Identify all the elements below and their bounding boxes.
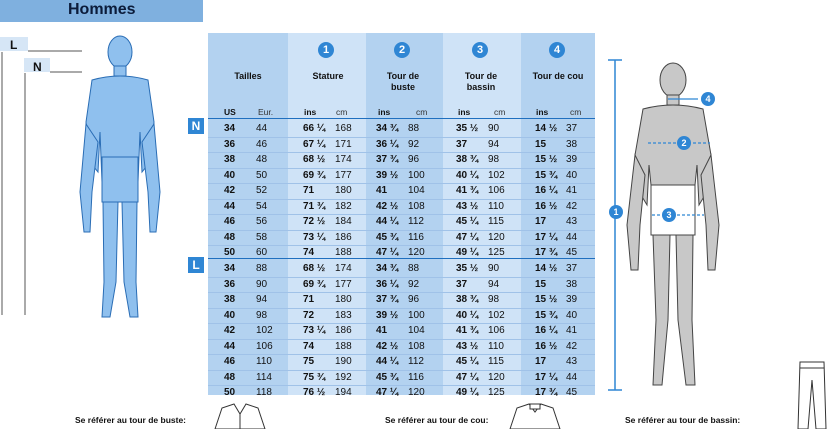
table-cell: 38: [566, 138, 578, 150]
table-cell: 72 ½: [303, 216, 326, 227]
jacket-icon: [210, 402, 270, 429]
table-cell: 112: [408, 356, 424, 367]
table-cell: 74: [303, 340, 315, 352]
table-cell: 75 ¾: [303, 371, 326, 383]
table-cell: 39 ½: [376, 169, 399, 181]
table-cell: 15: [535, 138, 547, 150]
table-cell: 177: [335, 169, 352, 181]
table-cell: 44 ¼: [376, 216, 399, 227]
table-cell: 45: [566, 387, 578, 398]
table-cell: 36: [224, 138, 236, 150]
table-cell: 16 ¼: [535, 325, 558, 336]
table-cell: 17 ¼: [535, 231, 558, 243]
table-row: [208, 370, 595, 386]
table-cell: 108: [408, 200, 425, 212]
table-cell: 114: [256, 371, 272, 383]
table-cell: 16 ¼: [535, 185, 558, 196]
table-cell: 56: [256, 216, 268, 227]
table-cell: 184: [335, 216, 352, 227]
sub-cou-ins: ins: [536, 107, 549, 117]
table-cell: 120: [488, 231, 505, 243]
hdr-tailles: Tailles: [234, 71, 262, 81]
table-cell: 104: [408, 325, 425, 336]
table-cell: 36: [224, 278, 236, 290]
table-cell: 96: [408, 154, 420, 165]
table-cell: 41: [566, 325, 578, 336]
hdr-buste-2: buste: [390, 82, 415, 92]
table-cell: 37: [456, 138, 468, 150]
table-cell: 100: [408, 309, 425, 321]
table-cell: 90: [488, 263, 500, 274]
hdr-bassin-1: Tour de: [464, 71, 498, 81]
table-cell: 52: [256, 185, 268, 196]
table-cell: 16 ½: [535, 200, 558, 212]
table-cell: 66 ¼: [303, 123, 326, 134]
table-cell: 36 ¼: [376, 278, 399, 290]
sub-stature-ins: ins: [304, 107, 317, 117]
table-cell: 48: [224, 231, 236, 243]
table-cell: 94: [488, 138, 500, 150]
table-cell: 40: [224, 169, 236, 181]
table-cell: 37: [456, 278, 468, 290]
table-cell: 38 ¾: [456, 154, 479, 165]
table-cell: 17: [535, 356, 547, 367]
table-cell: 73 ¼: [303, 325, 326, 336]
table-cell: 37: [566, 123, 578, 134]
table-cell: 186: [335, 325, 352, 336]
table-cell: 38 ¾: [456, 294, 479, 305]
table-cell: 38: [566, 278, 578, 290]
table-cell: 45 ¾: [376, 231, 399, 243]
table-row: [208, 168, 595, 184]
table-cell: 16 ½: [535, 340, 558, 352]
table-cell: 15: [535, 278, 547, 290]
table-cell: 38: [224, 294, 236, 305]
table-cell: 190: [335, 356, 352, 367]
table-cell: 98: [488, 294, 500, 305]
table-cell: 96: [408, 294, 420, 305]
table-cell: 115: [488, 216, 504, 227]
table-cell: 100: [408, 169, 425, 181]
table-cell: 15 ½: [535, 294, 558, 305]
measure-lines: [600, 55, 730, 400]
table-cell: 183: [335, 309, 352, 321]
sub-us: US: [224, 107, 236, 117]
table-cell: 43 ½: [456, 340, 479, 352]
table-cell: 71: [303, 294, 315, 305]
fit-l-label: L: [10, 38, 18, 52]
sub-bassin-cm: cm: [494, 107, 506, 117]
table-cell: 41 ¾: [456, 185, 479, 196]
table-cell: 188: [335, 340, 352, 352]
table-cell: 44: [566, 231, 578, 243]
badge-hip: 3: [662, 208, 676, 222]
table-cell: 118: [256, 387, 272, 398]
table-cell: 38: [224, 154, 236, 165]
trousers-icon: [792, 360, 832, 429]
table-cell: 40: [224, 309, 236, 321]
table-row: [208, 354, 595, 370]
table-cell: 106: [488, 185, 505, 196]
table-cell: 102: [488, 169, 505, 181]
table-cell: 180: [335, 185, 352, 196]
table-row: [208, 137, 595, 153]
table-cell: 46: [224, 216, 236, 227]
table-cell: 98: [256, 309, 268, 321]
table-cell: 44: [566, 371, 578, 383]
table-row: [208, 292, 595, 308]
hdr-bassin-2: bassin: [466, 82, 496, 92]
table-cell: 44: [224, 340, 236, 352]
table-cell: 102: [256, 325, 273, 336]
table-cell: 42 ½: [376, 200, 399, 212]
table-cell: 125: [488, 247, 505, 258]
table-cell: 112: [408, 216, 424, 227]
table-cell: 43: [566, 216, 578, 227]
table-cell: 108: [408, 340, 425, 352]
table-cell: 15 ¾: [535, 309, 558, 321]
table-cell: 180: [335, 294, 352, 305]
table-cell: 90: [256, 278, 268, 290]
table-row: [208, 277, 595, 293]
table-cell: 44: [224, 200, 236, 212]
table-cell: 182: [335, 200, 352, 212]
table-cell: 42: [566, 200, 578, 212]
table-cell: 67 ¼: [303, 138, 326, 150]
sub-cou-cm: cm: [570, 107, 582, 117]
table-cell: 34 ¾: [376, 123, 399, 134]
footnote-buste: Se référer au tour de buste:: [75, 415, 187, 425]
table-cell: 42 ½: [376, 340, 399, 352]
table-cell: 194: [335, 387, 352, 398]
table-row: [208, 308, 595, 324]
hdr-cou: Tour de cou: [532, 71, 584, 81]
table-cell: 76 ½: [303, 387, 326, 398]
table-cell: 106: [488, 325, 505, 336]
table-cell: 40 ¼: [456, 169, 479, 181]
table-cell: 186: [335, 231, 352, 243]
table-cell: 43: [566, 356, 578, 367]
table-cell: 69 ¾: [303, 169, 326, 181]
table-cell: 37 ¾: [376, 294, 399, 305]
table-cell: 42: [224, 325, 236, 336]
sub-bassin-ins: ins: [458, 107, 471, 117]
table-row: [208, 385, 595, 401]
table-cell: 116: [408, 231, 424, 243]
table-cell: 44 ¼: [376, 356, 399, 367]
hdr-badge-3: 3: [472, 42, 488, 58]
table-cell: 17 ¾: [535, 247, 558, 258]
page-title: Hommes: [68, 1, 136, 18]
table-cell: 34: [224, 123, 236, 134]
table-cell: 174: [335, 154, 352, 165]
table-cell: 39: [566, 294, 578, 305]
table-cell: 50: [224, 247, 236, 258]
table-cell: 69 ¾: [303, 278, 326, 290]
table-row: [208, 323, 595, 339]
group-tag-n: N: [188, 118, 204, 134]
table-cell: 49 ¼: [456, 387, 479, 398]
hdr-buste-1: Tour de: [386, 71, 420, 81]
table-cell: 46: [224, 356, 236, 367]
table-cell: 35 ½: [456, 263, 479, 274]
badge-chest: 2: [677, 136, 691, 150]
table-cell: 15 ½: [535, 154, 558, 165]
table-cell: 17 ¼: [535, 371, 558, 383]
table-cell: 94: [488, 278, 500, 290]
table-cell: 106: [256, 340, 273, 352]
table-cell: 72: [303, 309, 315, 321]
table-cell: 92: [408, 138, 420, 150]
table-cell: 47 ¼: [456, 231, 479, 243]
table-cell: 116: [408, 371, 424, 383]
hdr-badge-2: 2: [394, 42, 410, 58]
table-cell: 39: [566, 154, 578, 165]
table-row: [208, 261, 595, 277]
sub-stature-cm: cm: [336, 107, 348, 117]
table-cell: 41: [566, 185, 578, 196]
table-cell: 102: [488, 309, 505, 321]
table-cell: 75: [303, 356, 315, 367]
table-cell: 45 ¼: [456, 216, 479, 227]
table-cell: 41: [376, 185, 388, 196]
table-cell: 120: [408, 387, 425, 398]
table-row: [208, 152, 595, 168]
table-cell: 34 ¾: [376, 263, 399, 274]
table-cell: 43 ½: [456, 200, 479, 212]
table-cell: 192: [335, 371, 352, 383]
table-cell: 14 ½: [535, 123, 558, 134]
table-cell: 120: [408, 247, 425, 258]
table-cell: 40: [566, 169, 578, 181]
table-cell: 35 ½: [456, 123, 479, 134]
table-cell: 74: [303, 247, 315, 258]
table-cell: 115: [488, 356, 504, 367]
sub-eur: Eur.: [258, 107, 274, 117]
table-cell: 17: [535, 216, 547, 227]
table-cell: 37 ¾: [376, 154, 399, 165]
table-cell: 45 ¼: [456, 356, 479, 367]
table-cell: 73 ¼: [303, 231, 326, 243]
table-cell: 188: [335, 247, 352, 258]
hdr-stature: Stature: [312, 71, 344, 81]
table-cell: 14 ½: [535, 263, 558, 274]
sub-buste-ins: ins: [378, 107, 391, 117]
table-cell: 15 ¾: [535, 169, 558, 181]
table-cell: 54: [256, 200, 268, 212]
table-cell: 110: [256, 356, 272, 367]
group-divider: [208, 118, 595, 119]
table-cell: 104: [408, 185, 425, 196]
table-cell: 46: [256, 138, 268, 150]
table-cell: 48: [256, 154, 268, 165]
table-cell: 44: [256, 123, 268, 134]
table-cell: 71: [303, 185, 315, 196]
size-table: [208, 33, 595, 398]
footnote-bassin: Se référer au tour de bassin:: [625, 415, 741, 425]
table-cell: 68 ½: [303, 263, 326, 274]
group-divider: [208, 258, 595, 259]
table-cell: 42: [224, 185, 236, 196]
table-cell: 48: [224, 371, 236, 383]
table-cell: 92: [408, 278, 420, 290]
table-row: [208, 199, 595, 215]
table-cell: 34: [224, 263, 236, 274]
table-cell: 41 ¾: [456, 325, 479, 336]
table-cell: 40: [566, 309, 578, 321]
table-cell: 49 ¼: [456, 247, 479, 258]
table-cell: 98: [488, 154, 500, 165]
table-cell: 42: [566, 340, 578, 352]
table-cell: 94: [256, 294, 268, 305]
table-cell: 171: [335, 138, 352, 150]
badge-height: 1: [609, 205, 623, 219]
table-cell: 39 ½: [376, 309, 399, 321]
table-cell: 17 ¾: [535, 387, 558, 398]
table-row: [208, 121, 595, 137]
table-cell: 36 ¼: [376, 138, 399, 150]
table-cell: 174: [335, 263, 352, 274]
table-cell: 47 ¼: [376, 387, 399, 398]
table-cell: 45: [566, 247, 578, 258]
table-cell: 50: [256, 169, 268, 181]
table-cell: 71 ¾: [303, 200, 326, 212]
table-row: [208, 230, 595, 246]
footnote-cou: Se référer au tour de cou:: [385, 415, 489, 425]
table-cell: 40 ¼: [456, 309, 479, 321]
badge-neck: 4: [701, 92, 715, 106]
table-cell: 168: [335, 123, 352, 134]
table-cell: 37: [566, 263, 578, 274]
table-row: [208, 339, 595, 355]
hdr-badge-1: 1: [318, 42, 334, 58]
table-cell: 125: [488, 387, 505, 398]
table-cell: 88: [408, 123, 420, 134]
table-cell: 47 ¼: [456, 371, 479, 383]
table-cell: 47 ¼: [376, 247, 399, 258]
table-row: [208, 183, 595, 199]
table-cell: 88: [408, 263, 420, 274]
table-row: [208, 214, 595, 230]
shirt-icon: [505, 402, 565, 429]
table-cell: 177: [335, 278, 352, 290]
table-cell: 88: [256, 263, 268, 274]
table-cell: 90: [488, 123, 500, 134]
table-cell: 50: [224, 387, 236, 398]
male-figure-blue: [70, 32, 170, 332]
table-cell: 110: [488, 200, 504, 212]
table-cell: 41: [376, 325, 388, 336]
table-cell: 120: [488, 371, 505, 383]
table-cell: 110: [488, 340, 504, 352]
table-cell: 60: [256, 247, 268, 258]
table-cell: 68 ½: [303, 154, 326, 165]
fit-n-label: N: [33, 60, 42, 74]
sub-buste-cm: cm: [416, 107, 428, 117]
hdr-badge-4: 4: [549, 42, 565, 58]
table-cell: 58: [256, 231, 268, 243]
table-cell: 45 ¾: [376, 371, 399, 383]
group-tag-l: L: [188, 257, 204, 273]
